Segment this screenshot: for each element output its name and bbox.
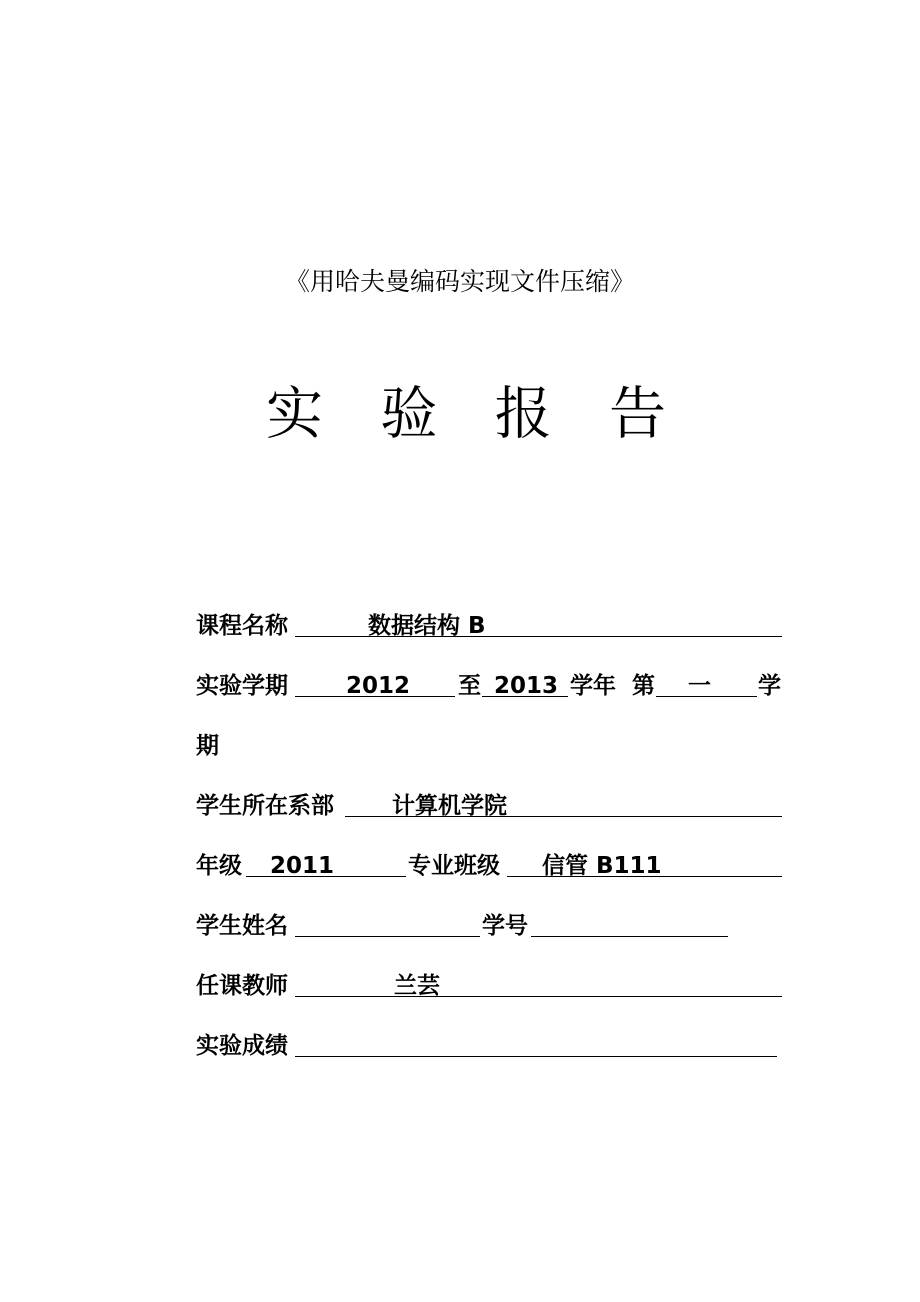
semester-to: 至	[458, 673, 481, 699]
semester-academic-year: 学年	[570, 673, 616, 699]
student-id-label: 学号	[482, 913, 528, 939]
report-subtitle: 《用哈夫曼编码实现文件压缩》	[284, 267, 635, 296]
semester-term-char-1: 学	[758, 673, 781, 699]
teacher-row	[196, 968, 782, 1004]
class-label: 专业班级	[408, 853, 500, 879]
title-char-4: 告	[608, 381, 666, 447]
department-value: 计算机学院	[392, 793, 507, 819]
semester-row	[196, 668, 782, 704]
student-name-label: 学生姓名	[196, 913, 288, 939]
semester-ordinal-prefix: 第	[632, 673, 655, 699]
teacher-underline	[295, 996, 782, 997]
course-value: 数据结构 B	[368, 613, 486, 639]
course-label: 课程名称	[196, 613, 288, 639]
semester-label: 实验学期	[196, 673, 288, 699]
semester-row-wrap	[196, 728, 256, 764]
semester-term-char-2: 期	[196, 733, 219, 759]
grade-label: 年级	[196, 853, 242, 879]
department-label: 学生所在系部	[196, 793, 334, 819]
class-value: 信管 B111	[542, 853, 662, 879]
report-title	[266, 378, 666, 450]
score-underline	[295, 1056, 777, 1057]
grade-class-row	[196, 848, 782, 884]
department-row	[196, 788, 782, 824]
student-id-underline	[531, 936, 728, 937]
semester-end-year: 2013	[494, 673, 559, 699]
grade-value: 2011	[270, 853, 335, 879]
semester-ordinal: 一	[688, 673, 711, 699]
title-char-2: 验	[380, 381, 438, 447]
score-label: 实验成绩	[196, 1033, 288, 1059]
course-row	[196, 608, 782, 644]
teacher-value: 兰芸	[394, 973, 440, 999]
student-name-underline	[295, 936, 480, 937]
student-row	[196, 908, 782, 944]
semester-start-year: 2012	[346, 673, 411, 699]
title-char-1: 实	[266, 381, 323, 447]
score-row	[196, 1028, 782, 1064]
teacher-label: 任课教师	[196, 973, 288, 999]
title-char-3: 报	[494, 381, 552, 447]
